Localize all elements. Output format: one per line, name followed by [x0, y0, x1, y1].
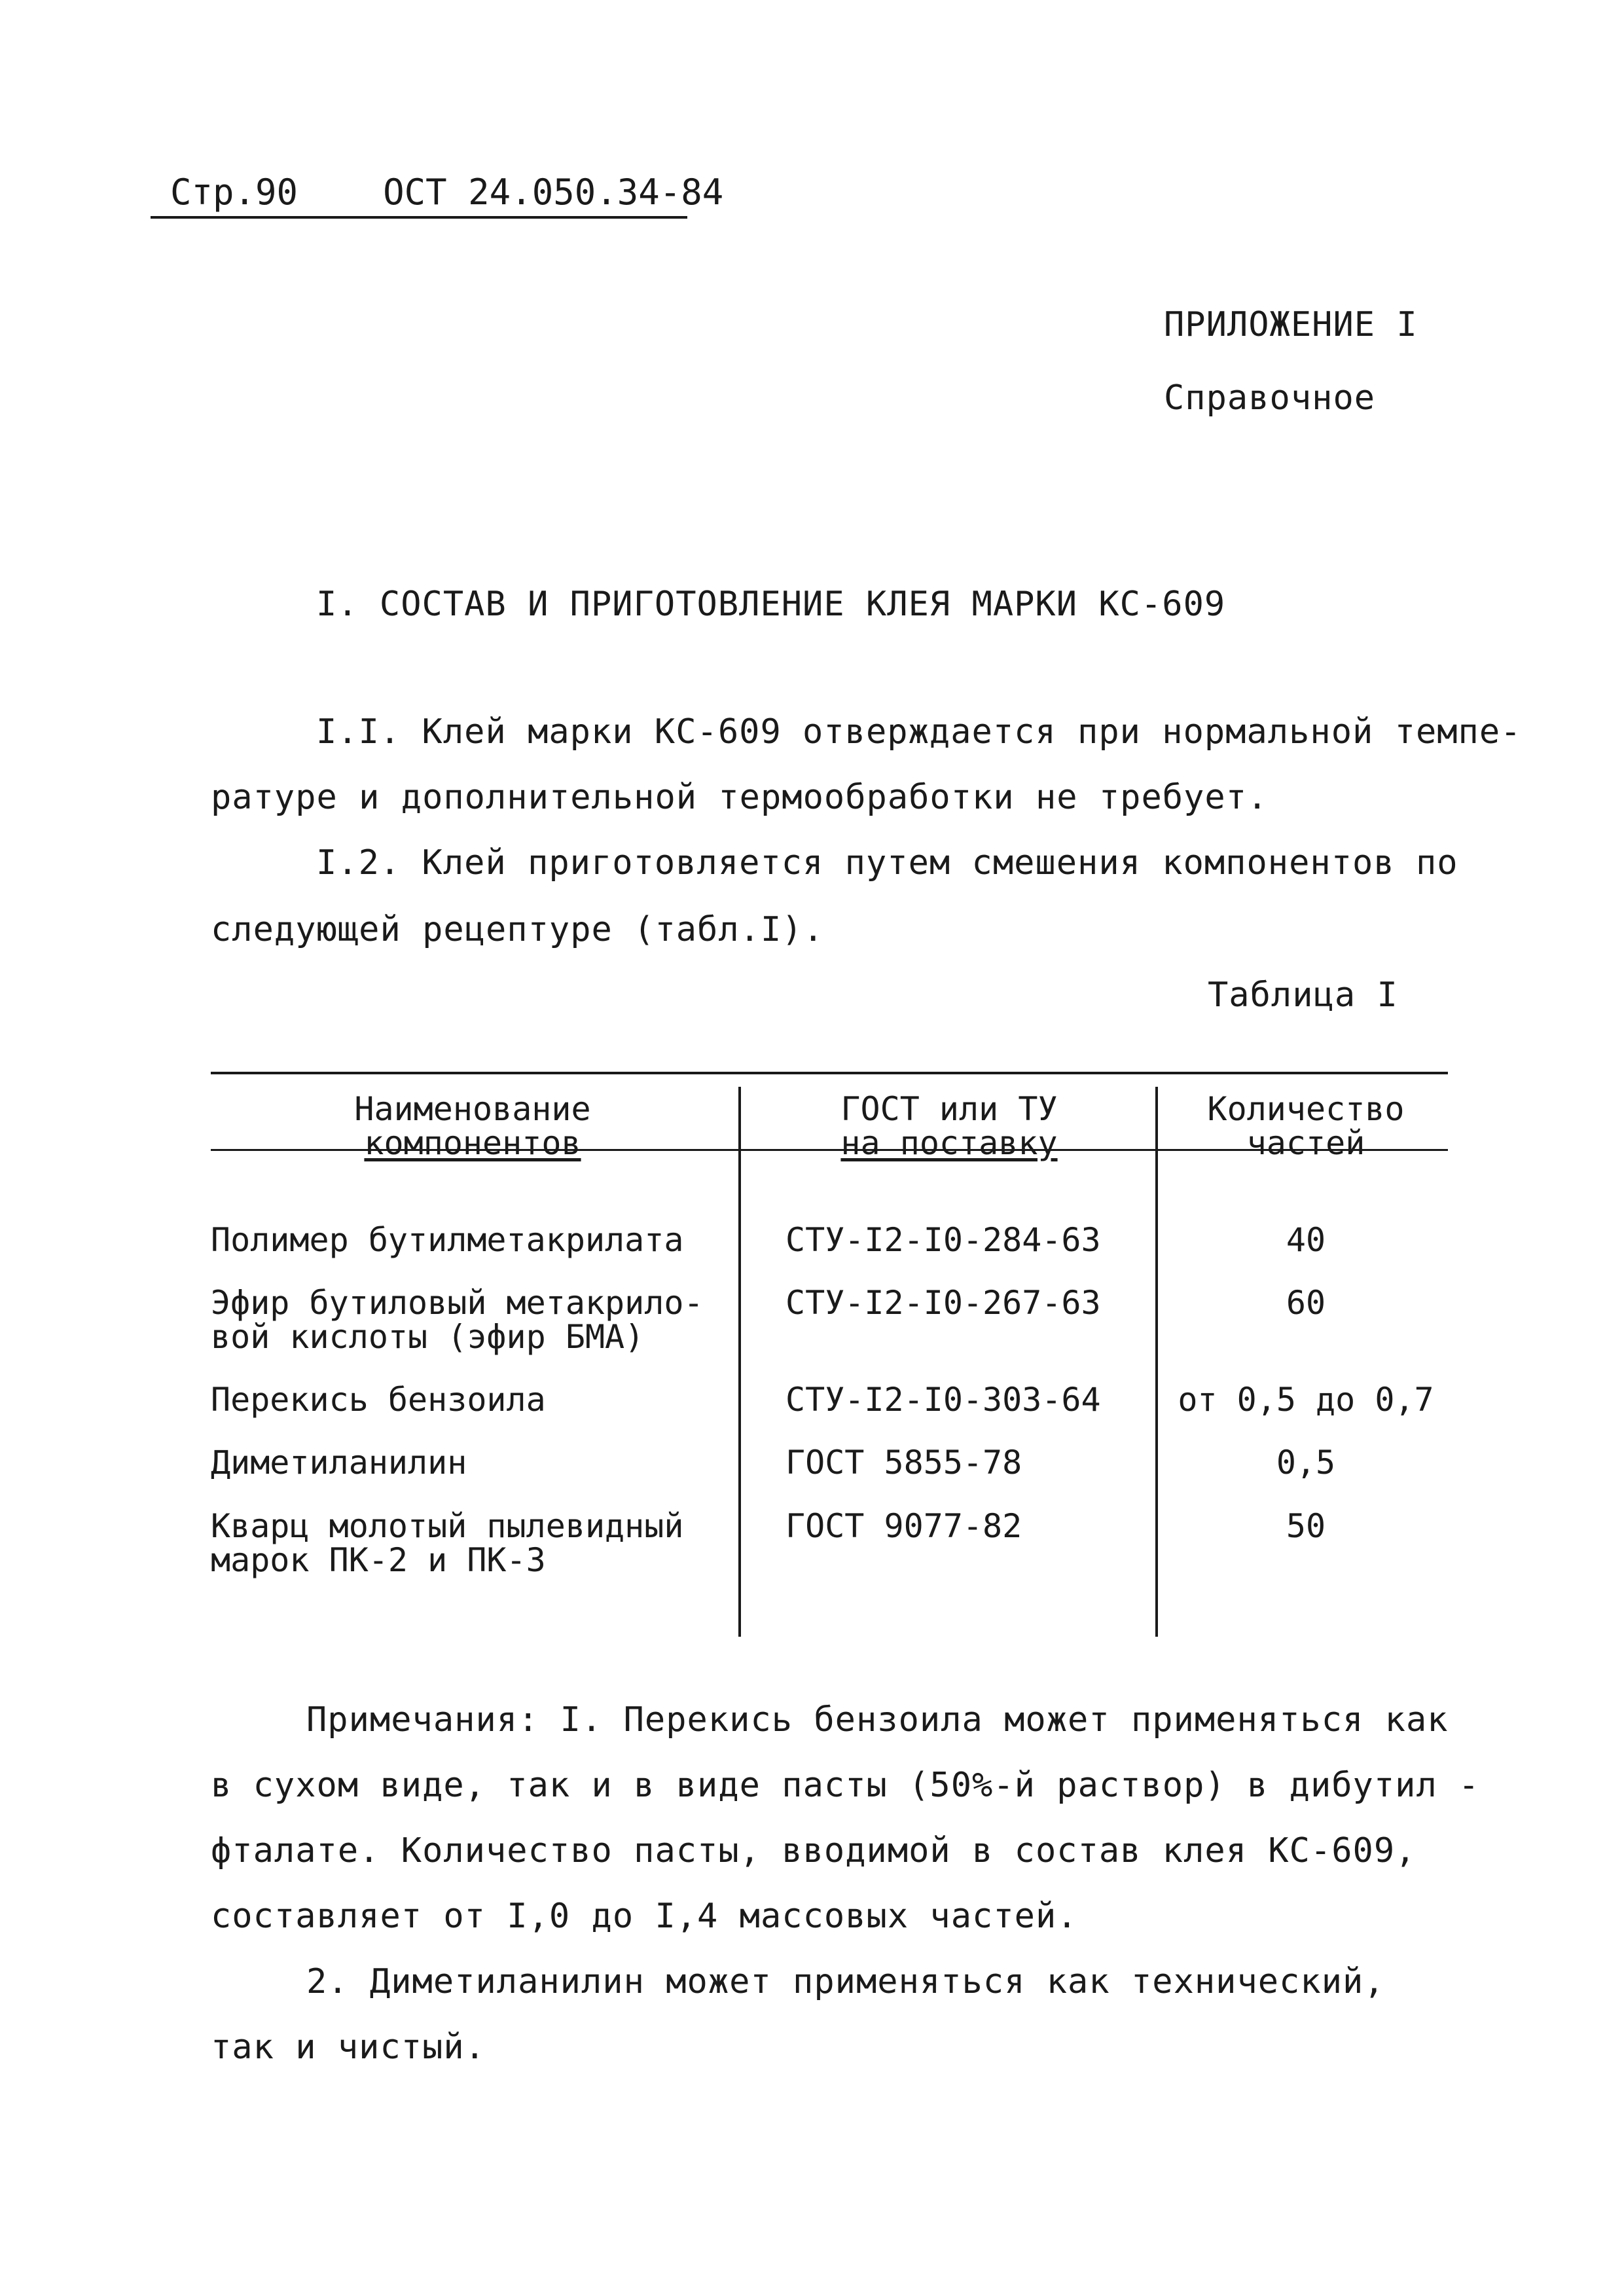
notes-line-4: составляет от I,0 до I,4 массовых частей. [211, 1897, 1078, 1936]
table-top-rule [211, 1072, 1448, 1074]
table-row-1-name: Полимер бутилметакрилата [211, 1221, 684, 1259]
table-row-5-quantity: 50 [1286, 1507, 1326, 1545]
paragraph-2-line-2: следующей рецептуре (табл.I). [211, 910, 824, 949]
standard-number: ОСТ 24.050.34-84 [383, 172, 724, 213]
appendix-subtitle: Справочное [1164, 378, 1376, 418]
table-row-2-name: Эфир бутиловый метакрило- вой кислоты (эфир БМА) [211, 1284, 704, 1356]
table-row-5-name: Кварц молотый пылевидный марок ПК-2 и ПК-3 [211, 1507, 684, 1579]
notes-line-6: так и чистый. [211, 2028, 486, 2067]
table-header-quantity: Количество частей [1207, 1090, 1405, 1162]
table-column-divider-1 [738, 1087, 741, 1637]
table-row-5-gost: ГОСТ 9077-82 [785, 1507, 1022, 1545]
table-header-name: Наименование компонентов [354, 1090, 591, 1162]
paragraph-1-line-2: ратуре и дополнительной термообработки не требует. [211, 778, 1269, 817]
paragraph-1-line-1: I.I. Клей марки КС-609 отверждается при нормальной темпе- [316, 712, 1522, 752]
appendix-title: ПРИЛОЖЕНИЕ I [1164, 305, 1418, 344]
table-row-4-gost: ГОСТ 5855-78 [785, 1444, 1022, 1482]
table-row-4-quantity: 0,5 [1276, 1444, 1336, 1482]
table-row-2-quantity: 60 [1286, 1284, 1326, 1322]
table-row-2-gost: СТУ-I2-I0-267-63 [785, 1284, 1101, 1322]
page-number: Стр.90 [170, 172, 298, 213]
notes-line-2: в сухом виде, так и в виде пасты (50%-й раствор) в дибутил - [211, 1766, 1480, 1805]
table-row-4-name: Диметиланилин [211, 1444, 467, 1482]
table-row-1-gost: СТУ-I2-I0-284-63 [785, 1221, 1101, 1259]
table-row-3-name: Перекись бензоила [211, 1381, 546, 1419]
table-caption: Таблица I [1208, 975, 1398, 1015]
table-row-3-quantity: от 0,5 до 0,7 [1178, 1381, 1434, 1419]
notes-line-3: фталате. Количество пасты, вводимой в состав клея КС-609, [211, 1831, 1416, 1870]
paragraph-2-line-1: I.2. Клей приготовляется путем смешения компонентов по [316, 843, 1458, 883]
page-header [170, 172, 723, 213]
section-heading: I. СОСТАВ И ПРИГОТОВЛЕНИЕ КЛЕЯ МАРКИ КС-609 [316, 585, 1226, 624]
table-column-divider-2 [1155, 1087, 1158, 1637]
notes-line-1: Примечания: I. Перекись бензоила может применяться как [306, 1700, 1449, 1740]
table-row-3-gost: СТУ-I2-I0-303-64 [785, 1381, 1101, 1419]
header-underline [151, 216, 687, 219]
table-row-1-quantity: 40 [1286, 1221, 1326, 1259]
table-header-gost: ГОСТ или ТУ на поставку [840, 1090, 1058, 1162]
notes-line-5: 2. Диметиланилин может применяться как технический, [306, 1962, 1385, 2001]
